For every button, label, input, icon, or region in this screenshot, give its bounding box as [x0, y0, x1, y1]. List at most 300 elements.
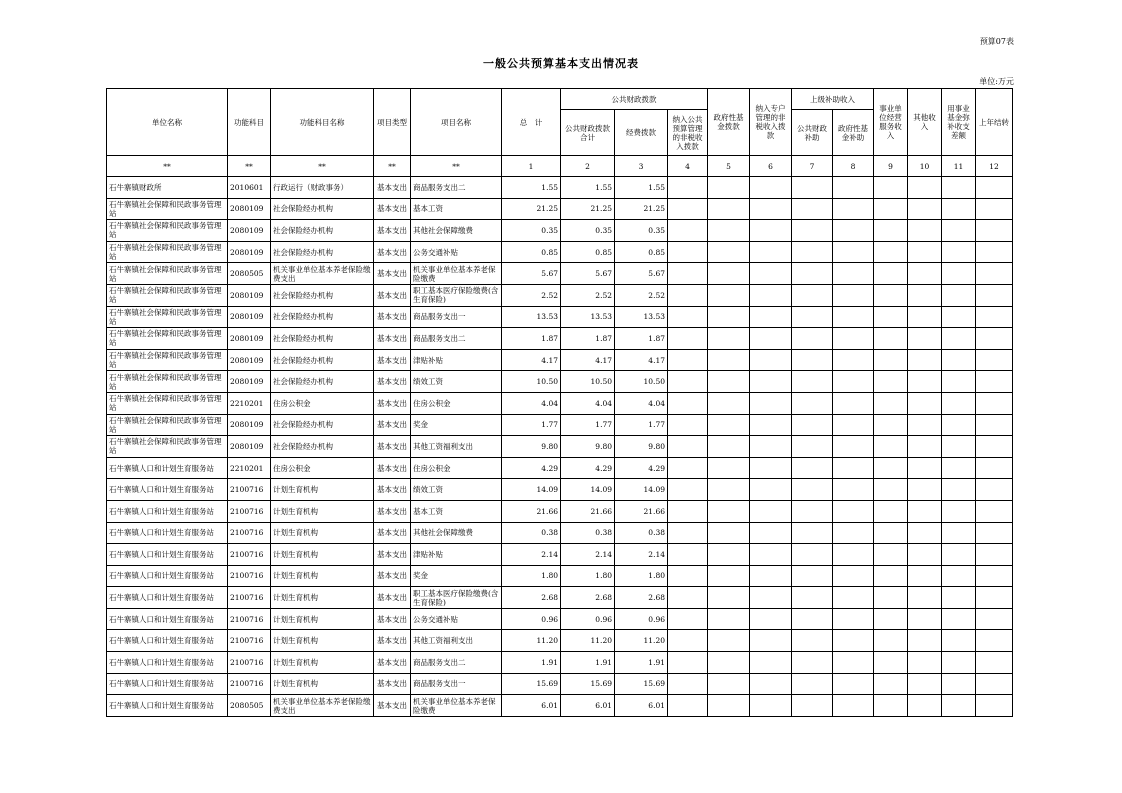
empty-cell — [874, 198, 908, 220]
column-index-cell: ** — [411, 156, 502, 177]
cell-expense: 21.25 — [615, 198, 668, 220]
empty-cell — [750, 349, 792, 371]
cell-expense: 13.53 — [615, 306, 668, 328]
empty-cell — [833, 392, 874, 414]
cell-func-code: 2080109 — [228, 220, 271, 242]
cell-unit-name: 石牛寨镇社会保障和民政事务管理站 — [107, 349, 228, 371]
empty-cell — [908, 457, 942, 479]
cell-total: 4.04 — [502, 392, 561, 414]
empty-cell — [668, 436, 708, 458]
cell-func-code: 2010601 — [228, 177, 271, 199]
empty-cell — [976, 479, 1013, 501]
empty-cell — [874, 414, 908, 436]
empty-cell — [708, 544, 750, 566]
empty-cell — [668, 392, 708, 414]
cell-public-total: 2.14 — [561, 544, 615, 566]
empty-cell — [976, 198, 1013, 220]
empty-cell — [792, 241, 833, 263]
col-proj-name: 项目名称 — [411, 89, 502, 156]
table-row — [107, 414, 1013, 436]
cell-func-code: 2080109 — [228, 306, 271, 328]
cell-total: 0.96 — [502, 608, 561, 630]
empty-cell — [668, 522, 708, 544]
empty-cell — [874, 544, 908, 566]
cell-proj-name: 其他工资福利支出 — [411, 630, 502, 652]
table-row — [107, 220, 1013, 242]
column-index-cell: 10 — [908, 156, 942, 177]
empty-cell — [668, 565, 708, 587]
empty-cell — [750, 500, 792, 522]
cell-proj-type: 基本支出 — [374, 565, 411, 587]
cell-func-code: 2100716 — [228, 544, 271, 566]
cell-total: 4.29 — [502, 457, 561, 479]
empty-cell — [708, 673, 750, 695]
cell-proj-type: 基本支出 — [374, 414, 411, 436]
empty-cell — [708, 349, 750, 371]
cell-proj-name: 商品服务支出二 — [411, 177, 502, 199]
empty-cell — [976, 652, 1013, 674]
cell-public-total: 0.85 — [561, 241, 615, 263]
empty-cell — [908, 500, 942, 522]
empty-cell — [708, 457, 750, 479]
empty-cell — [668, 328, 708, 350]
empty-cell — [833, 328, 874, 350]
empty-cell — [750, 241, 792, 263]
empty-cell — [942, 392, 976, 414]
cell-total: 1.91 — [502, 652, 561, 674]
cell-total: 2.14 — [502, 544, 561, 566]
empty-cell — [908, 544, 942, 566]
cell-expense: 0.35 — [615, 220, 668, 242]
cell-expense: 0.96 — [615, 608, 668, 630]
empty-cell — [833, 544, 874, 566]
column-index-cell: 12 — [976, 156, 1013, 177]
table-row — [107, 565, 1013, 587]
cell-proj-name: 其他社会保障缴费 — [411, 522, 502, 544]
empty-cell — [976, 263, 1013, 285]
empty-cell — [708, 587, 750, 609]
cell-func-code: 2080109 — [228, 414, 271, 436]
cell-proj-name: 奖金 — [411, 414, 502, 436]
cell-proj-name: 其他工资福利支出 — [411, 436, 502, 458]
cell-proj-name: 机关事业单位基本养老保险缴费 — [411, 263, 502, 285]
cell-proj-type: 基本支出 — [374, 263, 411, 285]
empty-cell — [976, 328, 1013, 350]
cell-total: 1.80 — [502, 565, 561, 587]
empty-cell — [942, 522, 976, 544]
column-index-cell: 2 — [561, 156, 615, 177]
cell-unit-name: 石牛寨镇社会保障和民政事务管理站 — [107, 220, 228, 242]
empty-cell — [976, 695, 1013, 717]
empty-cell — [750, 177, 792, 199]
empty-cell — [792, 565, 833, 587]
empty-cell — [874, 392, 908, 414]
cell-proj-type: 基本支出 — [374, 198, 411, 220]
empty-cell — [874, 652, 908, 674]
empty-cell — [874, 479, 908, 501]
empty-cell — [668, 414, 708, 436]
cell-public-total: 1.77 — [561, 414, 615, 436]
cell-unit-name: 石牛寨镇社会保障和民政事务管理站 — [107, 263, 228, 285]
empty-cell — [874, 587, 908, 609]
empty-cell — [750, 284, 792, 306]
table-row — [107, 522, 1013, 544]
empty-cell — [942, 177, 976, 199]
empty-cell — [874, 349, 908, 371]
empty-cell — [792, 177, 833, 199]
empty-cell — [792, 457, 833, 479]
empty-cell — [976, 673, 1013, 695]
empty-cell — [668, 630, 708, 652]
cell-func-code: 2080109 — [228, 436, 271, 458]
col-gov-fund: 政府性基金拨款 — [708, 89, 750, 156]
cell-proj-type: 基本支出 — [374, 522, 411, 544]
cell-proj-type: 基本支出 — [374, 328, 411, 350]
empty-cell — [833, 479, 874, 501]
cell-expense: 6.01 — [615, 695, 668, 717]
cell-func-code: 2100716 — [228, 652, 271, 674]
empty-cell — [942, 500, 976, 522]
empty-cell — [833, 500, 874, 522]
cell-total: 0.38 — [502, 522, 561, 544]
cell-func-name: 计划生育机构 — [271, 652, 374, 674]
empty-cell — [942, 284, 976, 306]
empty-cell — [833, 220, 874, 242]
cell-proj-type: 基本支出 — [374, 241, 411, 263]
cell-proj-type: 基本支出 — [374, 587, 411, 609]
empty-cell — [833, 695, 874, 717]
cell-unit-name: 石牛寨镇社会保障和民政事务管理站 — [107, 371, 228, 393]
cell-func-name: 社会保险经办机构 — [271, 220, 374, 242]
cell-total: 0.35 — [502, 220, 561, 242]
empty-cell — [708, 630, 750, 652]
empty-cell — [750, 608, 792, 630]
empty-cell — [708, 220, 750, 242]
cell-proj-type: 基本支出 — [374, 392, 411, 414]
cell-total: 1.77 — [502, 414, 561, 436]
empty-cell — [708, 414, 750, 436]
empty-cell — [708, 241, 750, 263]
cell-public-total: 1.55 — [561, 177, 615, 199]
empty-cell — [708, 263, 750, 285]
cell-proj-name: 职工基本医疗保险缴费(含生育保险) — [411, 587, 502, 609]
cell-total: 13.53 — [502, 306, 561, 328]
cell-proj-name: 绩效工资 — [411, 479, 502, 501]
empty-cell — [708, 608, 750, 630]
empty-cell — [833, 673, 874, 695]
table-row — [107, 544, 1013, 566]
cell-public-total: 0.96 — [561, 608, 615, 630]
cell-public-total: 2.52 — [561, 284, 615, 306]
empty-cell — [750, 522, 792, 544]
cell-func-name: 社会保险经办机构 — [271, 349, 374, 371]
empty-cell — [750, 630, 792, 652]
empty-cell — [908, 695, 942, 717]
table-row — [107, 328, 1013, 350]
cell-proj-name: 住房公积金 — [411, 457, 502, 479]
empty-cell — [792, 328, 833, 350]
cell-unit-name: 石牛寨镇社会保障和民政事务管理站 — [107, 198, 228, 220]
empty-cell — [833, 198, 874, 220]
cell-unit-name: 石牛寨镇社会保障和民政事务管理站 — [107, 241, 228, 263]
empty-cell — [833, 608, 874, 630]
table-row — [107, 457, 1013, 479]
cell-proj-name: 商品服务支出一 — [411, 673, 502, 695]
cell-func-name: 计划生育机构 — [271, 587, 374, 609]
empty-cell — [942, 587, 976, 609]
empty-cell — [792, 652, 833, 674]
empty-cell — [942, 608, 976, 630]
cell-public-total: 21.66 — [561, 500, 615, 522]
cell-public-total: 5.67 — [561, 263, 615, 285]
empty-cell — [874, 630, 908, 652]
column-index-cell: ** — [271, 156, 374, 177]
cell-func-name: 住房公积金 — [271, 392, 374, 414]
cell-public-total: 4.17 — [561, 349, 615, 371]
empty-cell — [750, 198, 792, 220]
empty-cell — [792, 306, 833, 328]
empty-cell — [668, 284, 708, 306]
empty-cell — [874, 306, 908, 328]
column-index-cell: 6 — [750, 156, 792, 177]
empty-cell — [874, 608, 908, 630]
empty-cell — [976, 522, 1013, 544]
empty-cell — [708, 500, 750, 522]
cell-public-total: 4.29 — [561, 457, 615, 479]
empty-cell — [792, 263, 833, 285]
empty-cell — [874, 500, 908, 522]
empty-cell — [668, 371, 708, 393]
empty-cell — [750, 263, 792, 285]
empty-cell — [792, 392, 833, 414]
col-biz-income: 事业单位经营服务收入 — [874, 89, 908, 156]
empty-cell — [976, 565, 1013, 587]
page-title: 一般公共预算基本支出情况表 — [483, 57, 639, 70]
table-row — [107, 392, 1013, 414]
empty-cell — [874, 241, 908, 263]
empty-cell — [908, 587, 942, 609]
table-body — [107, 177, 1013, 717]
col-nonbudget-in: 纳入公共预算管理的非税收入拨款 — [668, 110, 708, 156]
table-row — [107, 630, 1013, 652]
empty-cell — [750, 587, 792, 609]
empty-cell — [874, 177, 908, 199]
cell-func-name: 计划生育机构 — [271, 544, 374, 566]
col-upper-gov: 政府性基金补助 — [833, 110, 874, 156]
cell-func-code: 2080505 — [228, 695, 271, 717]
empty-cell — [708, 198, 750, 220]
empty-cell — [908, 349, 942, 371]
col-proj-type: 项目类型 — [374, 89, 411, 156]
cell-func-name: 社会保险经办机构 — [271, 198, 374, 220]
empty-cell — [708, 284, 750, 306]
cell-unit-name: 石牛寨镇人口和计划生育服务站 — [107, 652, 228, 674]
empty-cell — [708, 565, 750, 587]
table-row — [107, 349, 1013, 371]
empty-cell — [942, 328, 976, 350]
table-row — [107, 371, 1013, 393]
empty-cell — [833, 306, 874, 328]
table-row — [107, 177, 1013, 199]
empty-cell — [908, 436, 942, 458]
empty-cell — [874, 263, 908, 285]
empty-cell — [908, 673, 942, 695]
cell-expense: 1.55 — [615, 177, 668, 199]
col-biz-fund: 用事业基金弥补收支差额 — [942, 89, 976, 156]
empty-cell — [750, 220, 792, 242]
empty-cell — [668, 241, 708, 263]
cell-func-name: 计划生育机构 — [271, 608, 374, 630]
column-index-cell: 11 — [942, 156, 976, 177]
cell-total: 5.67 — [502, 263, 561, 285]
cell-total: 21.25 — [502, 198, 561, 220]
cell-proj-type: 基本支出 — [374, 608, 411, 630]
cell-func-code: 2100716 — [228, 673, 271, 695]
empty-cell — [874, 673, 908, 695]
cell-public-total: 15.69 — [561, 673, 615, 695]
cell-func-code: 2100716 — [228, 630, 271, 652]
empty-cell — [874, 565, 908, 587]
cell-unit-name: 石牛寨镇人口和计划生育服务站 — [107, 500, 228, 522]
empty-cell — [668, 263, 708, 285]
empty-cell — [668, 220, 708, 242]
cell-public-total: 4.04 — [561, 392, 615, 414]
cell-expense: 1.87 — [615, 328, 668, 350]
cell-expense: 11.20 — [615, 630, 668, 652]
cell-public-total: 0.35 — [561, 220, 615, 242]
column-index-cell: 5 — [708, 156, 750, 177]
empty-cell — [750, 652, 792, 674]
cell-unit-name: 石牛寨镇人口和计划生育服务站 — [107, 630, 228, 652]
cell-total: 0.85 — [502, 241, 561, 263]
empty-cell — [976, 500, 1013, 522]
empty-cell — [668, 500, 708, 522]
column-index-row — [107, 156, 1013, 177]
empty-cell — [908, 241, 942, 263]
empty-cell — [908, 608, 942, 630]
empty-cell — [976, 371, 1013, 393]
cell-expense: 4.29 — [615, 457, 668, 479]
empty-cell — [833, 263, 874, 285]
cell-func-name: 计划生育机构 — [271, 630, 374, 652]
empty-cell — [908, 565, 942, 587]
empty-cell — [976, 544, 1013, 566]
cell-total: 4.17 — [502, 349, 561, 371]
empty-cell — [976, 587, 1013, 609]
empty-cell — [942, 673, 976, 695]
empty-cell — [833, 284, 874, 306]
empty-cell — [976, 630, 1013, 652]
unit-label: 单位:万元 — [979, 77, 1014, 86]
table-row — [107, 500, 1013, 522]
cell-public-total: 11.20 — [561, 630, 615, 652]
empty-cell — [833, 587, 874, 609]
cell-proj-type: 基本支出 — [374, 220, 411, 242]
cell-expense: 1.91 — [615, 652, 668, 674]
empty-cell — [908, 177, 942, 199]
table-row — [107, 284, 1013, 306]
empty-cell — [833, 457, 874, 479]
cell-func-name: 住房公积金 — [271, 457, 374, 479]
cell-total: 11.20 — [502, 630, 561, 652]
empty-cell — [833, 414, 874, 436]
cell-func-name: 计划生育机构 — [271, 565, 374, 587]
empty-cell — [874, 284, 908, 306]
cell-func-code: 2080109 — [228, 198, 271, 220]
empty-cell — [874, 457, 908, 479]
col-other-income: 其他收入 — [908, 89, 942, 156]
empty-cell — [976, 177, 1013, 199]
empty-cell — [708, 652, 750, 674]
empty-cell — [668, 457, 708, 479]
cell-func-code: 2080109 — [228, 241, 271, 263]
column-index-cell: 4 — [668, 156, 708, 177]
empty-cell — [750, 371, 792, 393]
cell-func-name: 社会保险经办机构 — [271, 284, 374, 306]
cell-unit-name: 石牛寨镇人口和计划生育服务站 — [107, 544, 228, 566]
cell-proj-name: 绩效工资 — [411, 371, 502, 393]
empty-cell — [874, 522, 908, 544]
empty-cell — [942, 652, 976, 674]
empty-cell — [833, 565, 874, 587]
empty-cell — [942, 198, 976, 220]
column-index-cell: 9 — [874, 156, 908, 177]
empty-cell — [942, 349, 976, 371]
empty-cell — [908, 522, 942, 544]
empty-cell — [833, 177, 874, 199]
cell-unit-name: 石牛寨镇人口和计划生育服务站 — [107, 565, 228, 587]
cell-func-code: 2210201 — [228, 392, 271, 414]
cell-expense: 5.67 — [615, 263, 668, 285]
header-row-1 — [107, 89, 1013, 110]
empty-cell — [750, 673, 792, 695]
empty-cell — [792, 500, 833, 522]
cell-public-total: 1.87 — [561, 328, 615, 350]
cell-proj-name: 基本工资 — [411, 198, 502, 220]
cell-expense: 2.14 — [615, 544, 668, 566]
empty-cell — [792, 479, 833, 501]
empty-cell — [942, 565, 976, 587]
empty-cell — [750, 695, 792, 717]
cell-expense: 0.85 — [615, 241, 668, 263]
cell-public-total: 2.68 — [561, 587, 615, 609]
empty-cell — [942, 414, 976, 436]
cell-proj-type: 基本支出 — [374, 306, 411, 328]
cell-expense: 15.69 — [615, 673, 668, 695]
budget-table — [106, 88, 1013, 717]
cell-func-code: 2100716 — [228, 565, 271, 587]
empty-cell — [708, 695, 750, 717]
empty-cell — [750, 414, 792, 436]
col-special-nontax: 纳入专户管理的非税收入拨款 — [750, 89, 792, 156]
empty-cell — [668, 608, 708, 630]
cell-func-name: 社会保险经办机构 — [271, 306, 374, 328]
empty-cell — [976, 436, 1013, 458]
empty-cell — [668, 479, 708, 501]
table-row — [107, 587, 1013, 609]
form-number: 预算07表 — [979, 37, 1014, 46]
empty-cell — [942, 306, 976, 328]
empty-cell — [750, 392, 792, 414]
column-index-cell: 7 — [792, 156, 833, 177]
cell-unit-name: 石牛寨镇财政所 — [107, 177, 228, 199]
empty-cell — [976, 457, 1013, 479]
cell-proj-type: 基本支出 — [374, 457, 411, 479]
cell-func-name: 社会保险经办机构 — [271, 414, 374, 436]
empty-cell — [668, 198, 708, 220]
empty-cell — [942, 630, 976, 652]
cell-func-name: 社会保险经办机构 — [271, 328, 374, 350]
